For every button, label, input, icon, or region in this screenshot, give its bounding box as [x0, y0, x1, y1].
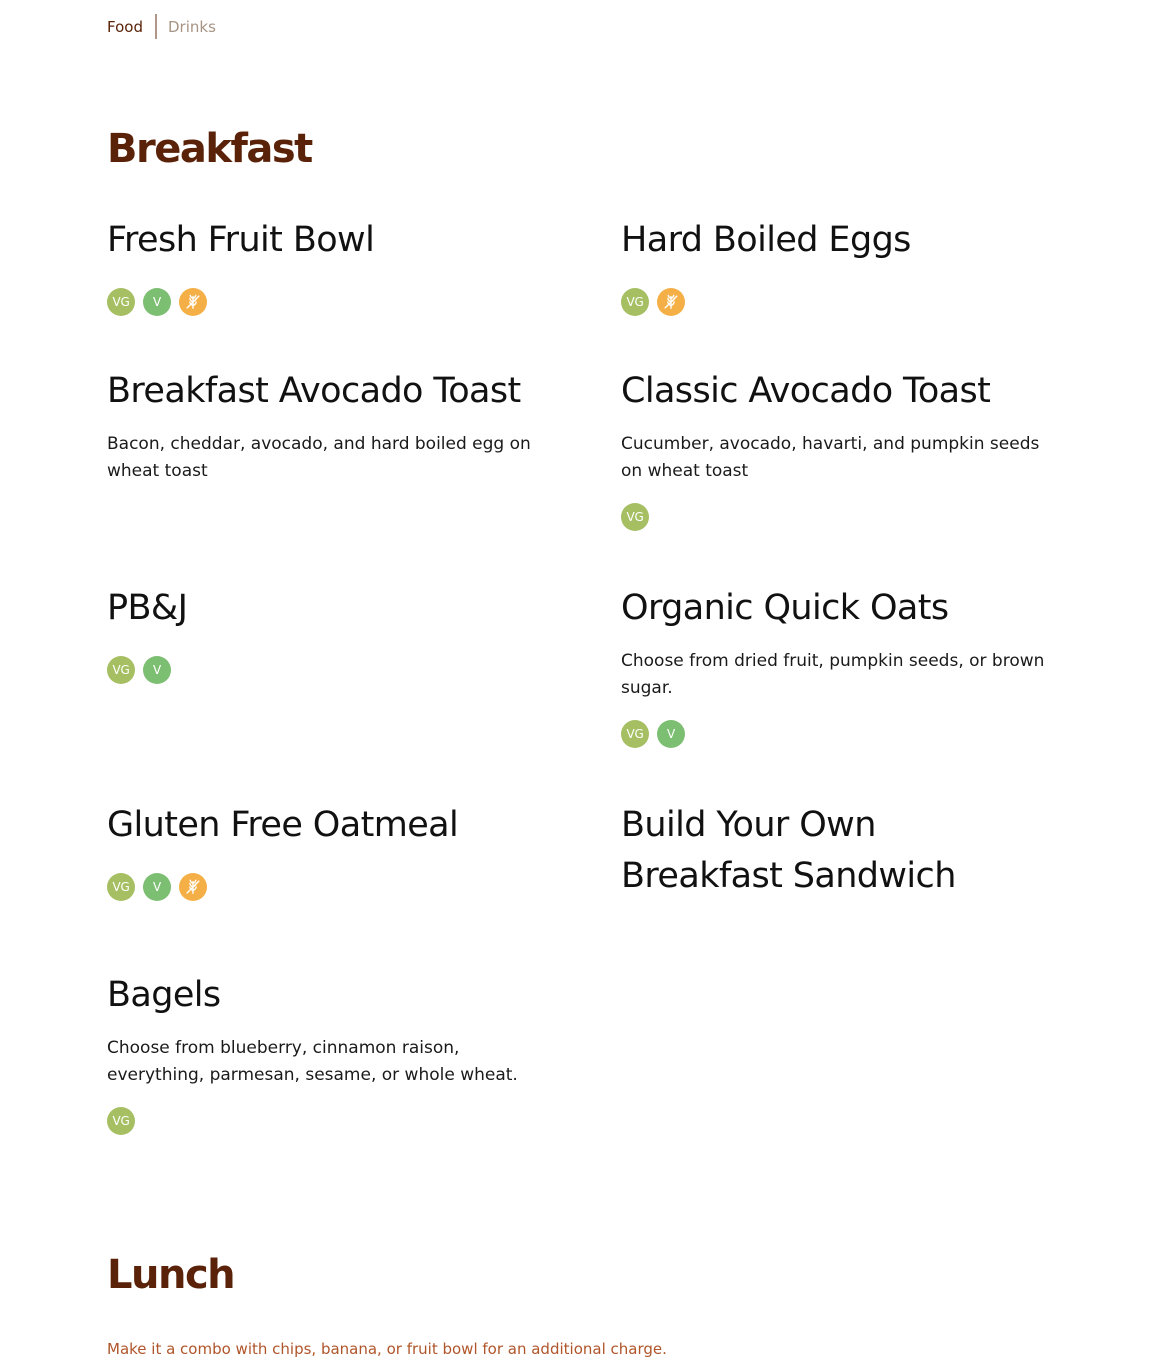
vegan-badge: V	[657, 720, 685, 748]
tab-divider	[155, 14, 157, 39]
vegan-badge: V	[143, 288, 171, 316]
vegetarian-badge: VG	[621, 503, 649, 531]
breakfast-heading: Breakfast	[107, 126, 312, 172]
dietary-badges	[107, 1107, 567, 1135]
menu-item-name: Classic Avocado Toast	[621, 371, 991, 411]
menu-item	[621, 800, 1041, 902]
menu-item	[107, 800, 567, 901]
menu-item	[621, 583, 1081, 748]
menu-item	[107, 970, 567, 1135]
dietary-badges	[621, 503, 1081, 531]
tab-food[interactable]: Food	[107, 17, 143, 36]
menu-item-description: Bacon, cheddar, avocado, and hard boiled egg on wheat toast	[107, 434, 531, 481]
vegetarian-badge: VG	[107, 656, 135, 684]
menu-item-name: PB&J	[107, 588, 188, 628]
menu-item-name: Gluten Free Oatmeal	[107, 805, 459, 845]
tab-drinks[interactable]: Drinks	[167, 17, 216, 36]
menu-item	[107, 366, 567, 485]
vegan-badge: V	[143, 656, 171, 684]
menu-item-name: Organic Quick Oats	[621, 588, 949, 628]
dietary-badges	[107, 656, 567, 684]
menu-item-name: Bagels	[107, 975, 221, 1015]
menu-item-description: Choose from dried fruit, pumpkin seeds, or brown sugar.	[621, 651, 1045, 698]
gluten-free-icon	[179, 873, 207, 901]
vegetarian-badge: VG	[107, 1107, 135, 1135]
menu-item-name: Hard Boiled Eggs	[621, 220, 911, 260]
vegan-badge: V	[143, 873, 171, 901]
menu-tabs	[107, 14, 216, 39]
dietary-badges	[621, 720, 1081, 748]
vegetarian-badge: VG	[107, 288, 135, 316]
dietary-badges	[107, 873, 567, 901]
lunch-heading: Lunch	[107, 1252, 235, 1298]
vegetarian-badge: VG	[107, 873, 135, 901]
vegetarian-badge: VG	[621, 720, 649, 748]
menu-item	[621, 366, 1081, 531]
menu-item-name: Fresh Fruit Bowl	[107, 220, 375, 260]
menu-item-name: Build Your Own Breakfast Sandwich	[621, 805, 956, 896]
lunch-combo-note: Make it a combo with chips, banana, or fruit bowl for an additional charge.	[107, 1340, 667, 1357]
gluten-free-icon	[179, 288, 207, 316]
gluten-free-icon	[657, 288, 685, 316]
menu-item-description: Cucumber, avocado, havarti, and pumpkin seeds on wheat toast	[621, 434, 1040, 481]
menu-item	[107, 583, 567, 684]
menu-item	[107, 215, 567, 316]
menu-item-name: Breakfast Avocado Toast	[107, 371, 521, 411]
menu-item-description: Choose from blueberry, cinnamon raison, everything, parmesan, sesame, or whole wheat.	[107, 1038, 518, 1085]
vegetarian-badge: VG	[621, 288, 649, 316]
menu-item	[621, 215, 1081, 316]
dietary-badges	[621, 288, 1081, 316]
dietary-badges	[107, 288, 567, 316]
